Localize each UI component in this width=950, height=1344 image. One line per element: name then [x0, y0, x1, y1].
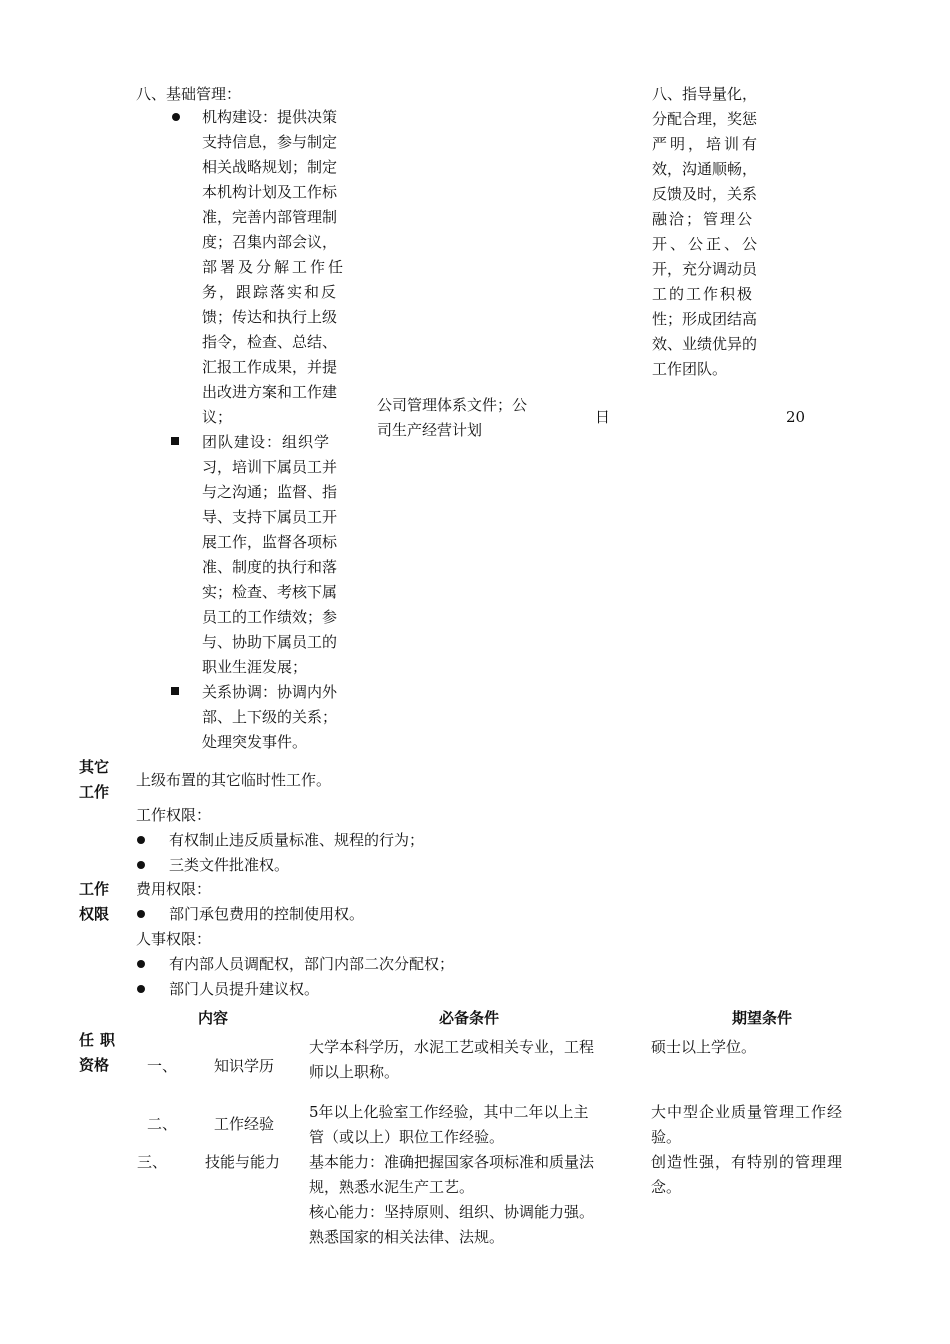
qualifications-label: 任职 — [79, 1031, 122, 1049]
standard-line: 开、公正、公 — [652, 235, 761, 253]
authority-item: 部门人员提升建议权。 — [169, 980, 320, 998]
required-line: 熟悉国家的相关法律、法规。 — [309, 1228, 505, 1246]
duty-line: 准、制度的执行和落 — [202, 558, 338, 576]
row-name: 知识学历 — [214, 1057, 275, 1075]
duty-line: 准，完善内部管理制 — [202, 208, 338, 226]
duty-line: 部署及分解工作任 — [202, 258, 347, 276]
required-line: 规，熟悉水泥生产工艺。 — [309, 1178, 475, 1196]
duty-line: 汇报工作成果，并提 — [202, 358, 338, 376]
duty-line: 本机构计划及工作标 — [202, 183, 338, 201]
duty-line: 导、支持下属员工开 — [202, 508, 338, 526]
other-work-row — [0, 755, 950, 805]
duty-line: 务，跟踪落实和反 — [202, 283, 339, 301]
standard-line: 效、业绩优异的 — [652, 335, 758, 353]
standard-line: 性；形成团结高 — [652, 310, 758, 328]
authority-section-title: 工作权限： — [136, 806, 212, 824]
duty-line: 出改进方案和工作建 — [202, 383, 338, 401]
bullet-circle-icon — [137, 910, 145, 918]
other-work-text: 上级布置的其它临时性工作。 — [136, 771, 332, 789]
basis-line: 公司管理体系文件；公 — [377, 396, 528, 414]
duty-line: 处理突发事件。 — [202, 733, 308, 751]
duty-line: 部、上下级的关系； — [202, 708, 338, 726]
row-name: 工作经验 — [214, 1115, 275, 1133]
duty-line: 与之沟通；监督、指 — [202, 483, 338, 501]
bullet-circle-icon — [137, 836, 145, 844]
duty-frequency: 日 — [595, 408, 611, 426]
duty-line: 实；检查、考核下属 — [202, 583, 338, 601]
duty-line: 支持信息，参与制定 — [202, 133, 338, 151]
authority-label: 权限 — [79, 905, 110, 923]
authority-section-title: 人事权限： — [136, 930, 212, 948]
row-number: 二、 — [147, 1115, 178, 1133]
row-number: 三、 — [137, 1153, 168, 1171]
authority-item: 有权制止违反质量标准、规程的行为； — [169, 831, 425, 849]
duty-line: 指令，检查、总结、 — [202, 333, 338, 351]
required-line: 管（或以上）职位工作经验。 — [309, 1128, 505, 1146]
standard-line: 工的工作积极 — [652, 285, 755, 303]
duty-line: 员工的工作绩效；参 — [202, 608, 338, 626]
duty-weight: 20 — [786, 408, 806, 426]
duty-line: 度；召集内部会议， — [202, 233, 338, 251]
standard-line: 反馈及时，关系 — [652, 185, 758, 203]
other-work-label: 其它 — [79, 758, 110, 776]
qualifications-label: 资格 — [79, 1056, 110, 1074]
duty-line: 与、协助下属员工的 — [202, 633, 338, 651]
header-expected: 期望条件 — [732, 1009, 793, 1027]
basis-line: 司生产经营计划 — [377, 421, 483, 439]
duty-line: 职业生涯发展； — [202, 658, 308, 676]
authority-item: 有内部人员调配权，部门内部二次分配权； — [169, 955, 455, 973]
expected-line: 大中型企业质量管理工作经 — [651, 1103, 844, 1121]
row-number: 一、 — [147, 1057, 178, 1075]
expected-line: 念。 — [651, 1178, 682, 1196]
bullet-circle-icon — [137, 861, 145, 869]
duty-line: 关系协调：协调内外 — [202, 683, 338, 701]
required-line: 5年以上化验室工作经验，其中二年以上主 — [309, 1103, 589, 1121]
duty-line: 团队建设：组织学 — [202, 433, 331, 451]
standard-line: 分配合理，奖惩 — [652, 110, 758, 128]
standard-line: 工作团队。 — [652, 360, 728, 378]
duty-line: 机构建设：提供决策 — [202, 108, 338, 126]
bullet-circle-icon — [137, 985, 145, 993]
duty-line: 相关战略规划；制定 — [202, 158, 338, 176]
section-heading: 八、基础管理： — [136, 85, 242, 103]
standard-line: 严明，培训有 — [652, 135, 761, 153]
row-name: 技能与能力 — [205, 1153, 281, 1171]
required-line: 大学本科学历，水泥工艺或相关专业，工程 — [309, 1038, 595, 1056]
other-work-label: 工作 — [79, 783, 110, 801]
required-line: 基本能力：准确把握国家各项标准和质量法 — [309, 1153, 595, 1171]
duty-line: 展工作，监督各项标 — [202, 533, 338, 551]
bullet-square-icon — [171, 687, 179, 695]
authority-label: 工作 — [79, 880, 110, 898]
bullet-circle-icon — [172, 113, 180, 121]
standard-line: 融洽；管理公 — [652, 210, 755, 228]
authority-item: 三类文件批准权。 — [169, 856, 290, 874]
bullet-square-icon — [171, 437, 179, 445]
authority-section-title: 费用权限： — [136, 880, 212, 898]
duty-line: 议； — [202, 408, 233, 426]
bullet-circle-icon — [137, 960, 145, 968]
expected-line: 验。 — [651, 1128, 682, 1146]
expected-line: 硕士以上学位。 — [651, 1038, 757, 1056]
standard-line: 八、指导量化， — [652, 85, 758, 103]
expected-line: 创造性强，有特别的管理理 — [651, 1153, 844, 1171]
duty-line: 馈；传达和执行上级 — [202, 308, 338, 326]
header-content: 内容 — [198, 1009, 229, 1027]
duty-line: 习，培训下属员工并 — [202, 458, 338, 476]
standard-line: 效，沟通顺畅， — [652, 160, 758, 178]
header-required: 必备条件 — [439, 1009, 500, 1027]
required-line: 师以上职称。 — [309, 1063, 400, 1081]
required-line: 核心能力：坚持原则、组织、协调能力强。 — [309, 1203, 595, 1221]
authority-item: 部门承包费用的控制使用权。 — [169, 905, 365, 923]
standard-line: 开，充分调动员 — [652, 260, 758, 278]
